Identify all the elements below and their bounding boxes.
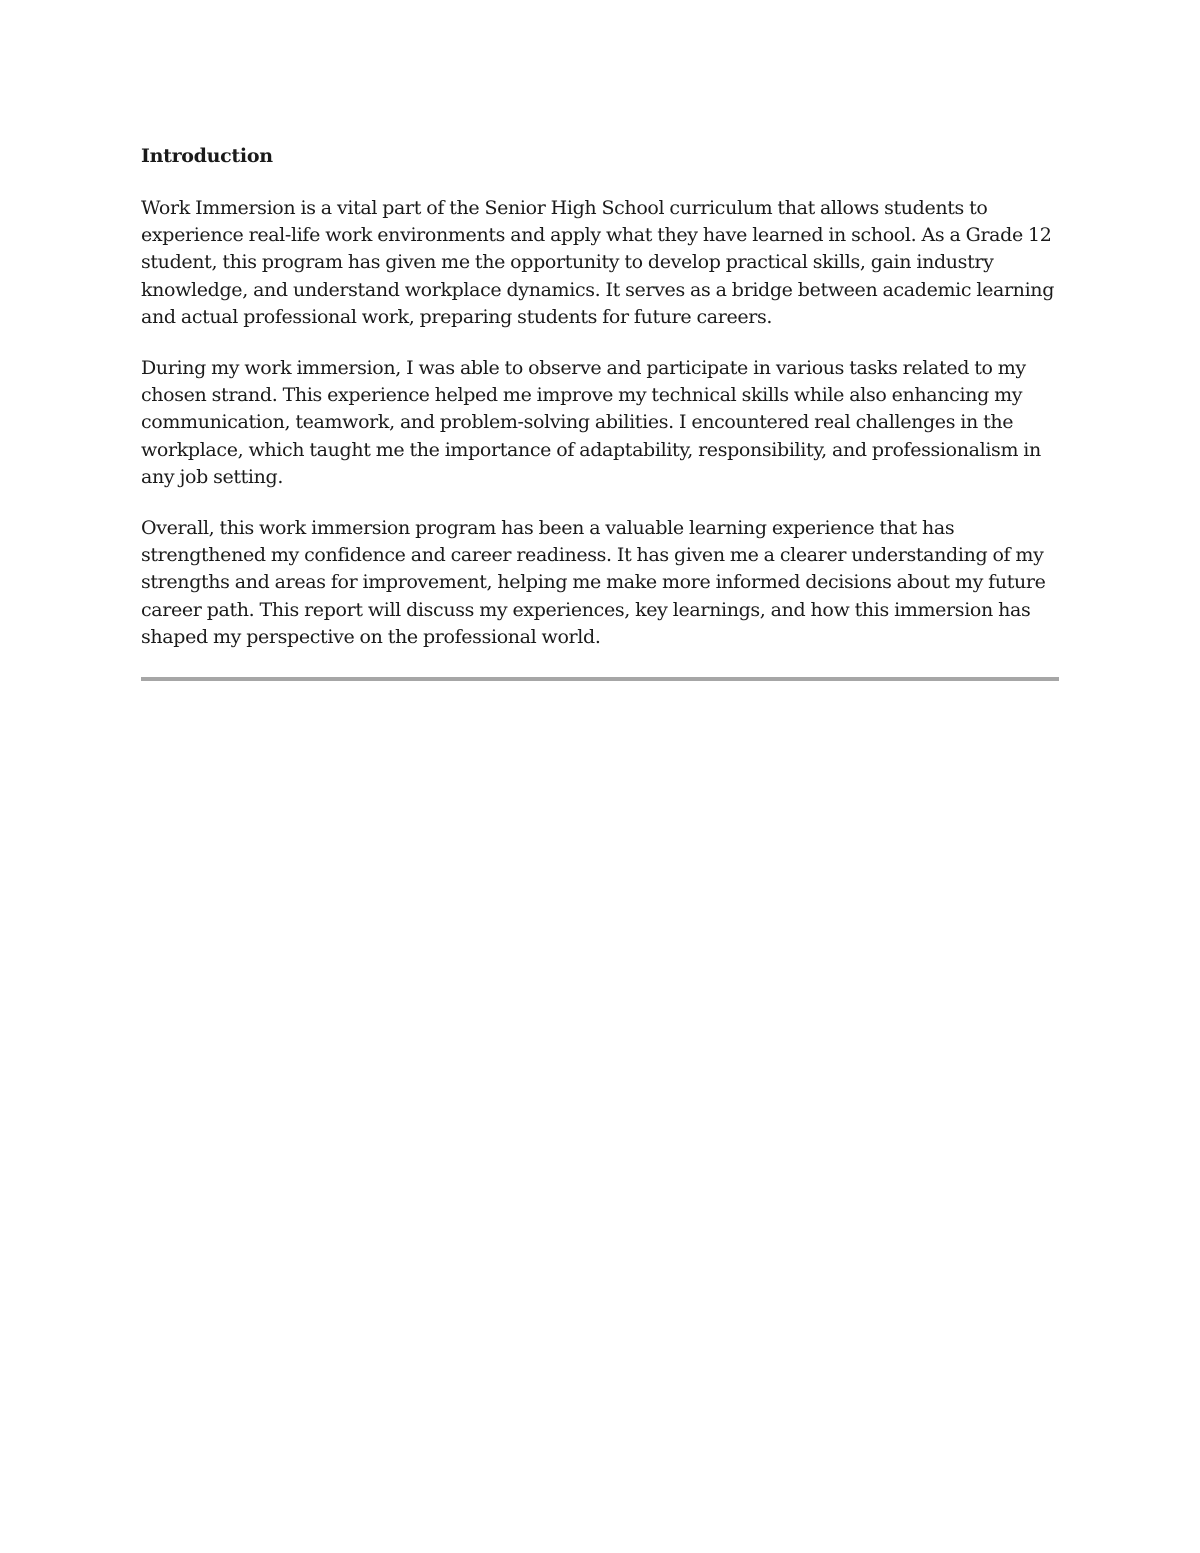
horizontal-rule <box>141 677 1059 681</box>
document-body <box>141 141 1059 681</box>
paragraph-2: During my work immersion, I was able to observe and participate in various tasks related to my chosen strand. This experience helped me improve my technical skills while also enhancing my communication, teamwork, and problem-solving abilities. I encountered real challenges in the workplace, which taught me the importance of adaptability, responsibility, and professionalism in any job setting. <box>141 357 1041 488</box>
section-heading: Introduction <box>141 145 273 167</box>
paragraph-1: Work Immersion is a vital part of the Senior High School curriculum that allows students to experience real-life work environments and apply what they have learned in school. As a Grade 12 student, this program has given me the opportunity to develop practical skills, gain industry knowledge, and understand workplace dynamics. It serves as a bridge between academic learning and actual professional work, preparing students for future careers. <box>141 197 1055 328</box>
paragraph-3: Overall, this work immersion program has been a valuable learning experience that has strengthened my confidence and career readiness. It has given me a clearer understanding of my strengths and areas for improvement, helping me make more informed decisions about my future career path. This report will discuss my experiences, key learnings, and how this immersion has shaped my perspective on the professional world. <box>141 517 1046 648</box>
